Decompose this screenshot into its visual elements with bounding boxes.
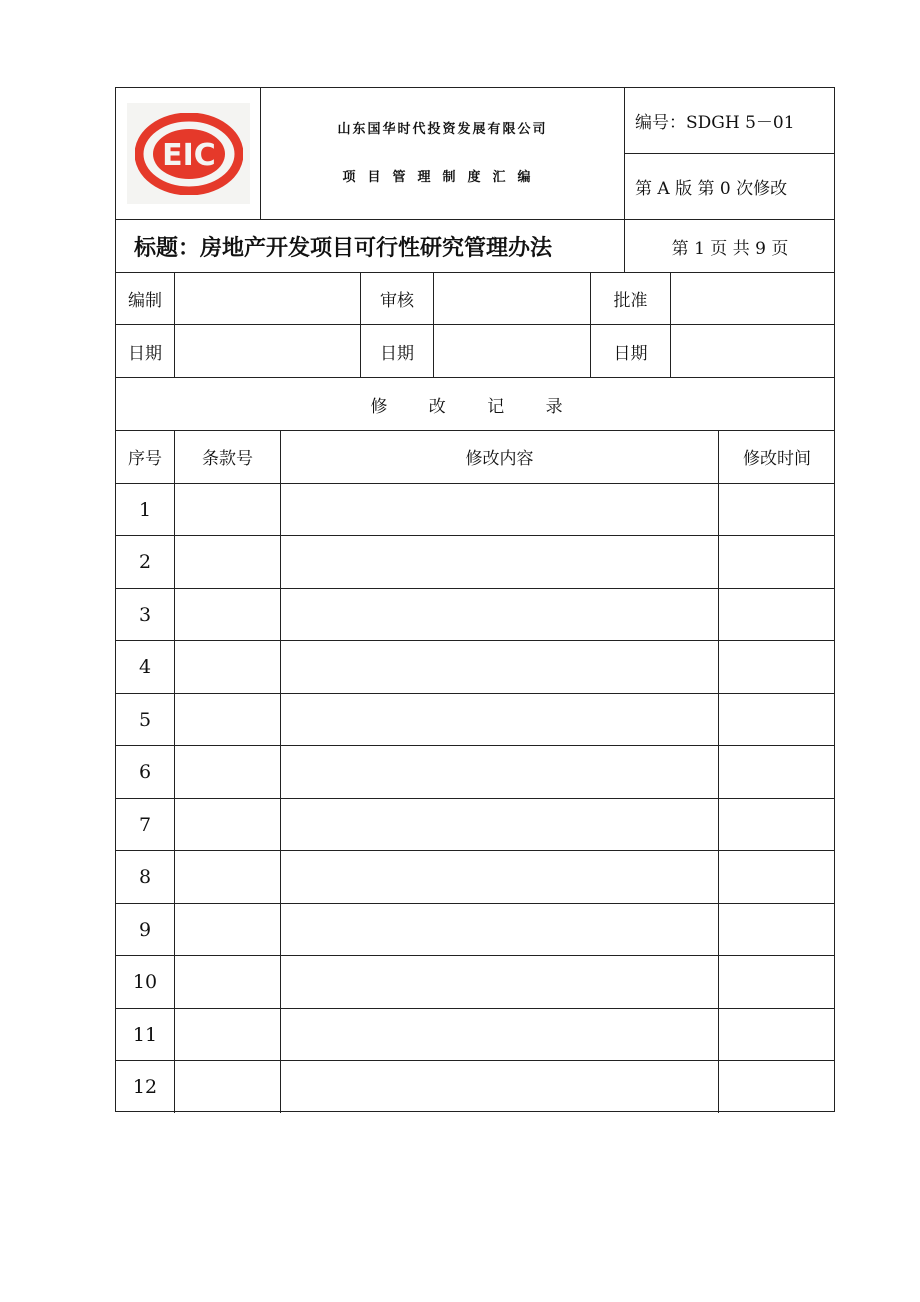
- row-index: 7: [138, 813, 152, 836]
- row-index: 4: [138, 655, 152, 678]
- review-date-field[interactable]: [434, 325, 590, 377]
- row-time-field[interactable]: [719, 799, 835, 851]
- review-date-label: 日期: [380, 343, 414, 364]
- row-time-field[interactable]: [719, 904, 835, 956]
- document-subtitle: 项目管理制度汇编: [342, 169, 543, 185]
- compile-date-field[interactable]: [175, 325, 360, 377]
- row-content-field[interactable]: [281, 1009, 718, 1061]
- row-clause-field[interactable]: [175, 904, 280, 956]
- row-time-field[interactable]: [719, 484, 835, 536]
- row-index: 1: [138, 498, 152, 521]
- row-time-field[interactable]: [719, 851, 835, 903]
- approve-label: 批准: [613, 291, 648, 311]
- col-header-index: 序号: [128, 449, 162, 470]
- row-index: 9: [138, 918, 152, 941]
- row-index: 5: [138, 708, 152, 731]
- review-label: 审核: [380, 291, 414, 311]
- row-clause-field[interactable]: [175, 641, 280, 693]
- revision-record-heading: 修 改 记 录: [370, 396, 581, 417]
- row-content-field[interactable]: [281, 484, 718, 536]
- compile-label: 编制: [128, 291, 162, 311]
- row-index: 3: [138, 603, 152, 626]
- row-index: 10: [132, 970, 158, 993]
- row-time-field[interactable]: [719, 746, 835, 798]
- row-content-field[interactable]: [281, 904, 718, 956]
- col-header-content: 修改内容: [465, 449, 534, 470]
- row-clause-field[interactable]: [175, 589, 280, 641]
- row-clause-field[interactable]: [175, 799, 280, 851]
- approve-date-label: 日期: [613, 343, 648, 364]
- row-content-field[interactable]: [281, 956, 718, 1008]
- row-time-field[interactable]: [719, 589, 835, 641]
- row-content-field[interactable]: [281, 641, 718, 693]
- row-clause-field[interactable]: [175, 956, 280, 1008]
- page-info: 第 1 页 共 9 页: [671, 238, 789, 259]
- row-content-field[interactable]: [281, 851, 718, 903]
- row-time-field[interactable]: [719, 956, 835, 1008]
- document-title: 标题：房地产开发项目可行性研究管理办法: [134, 235, 553, 261]
- row-clause-field[interactable]: [175, 694, 280, 746]
- row-content-field[interactable]: [281, 1061, 718, 1113]
- svg-text:EIC: EIC: [161, 137, 216, 173]
- document-number: 编号：SDGH 5－01: [635, 113, 795, 133]
- row-index: 12: [132, 1075, 158, 1098]
- edition-info: 第 A 版 第 0 次修改: [635, 179, 788, 199]
- row-content-field[interactable]: [281, 746, 718, 798]
- col-header-time: 修改时间: [743, 449, 811, 470]
- row-time-field[interactable]: [719, 1009, 835, 1061]
- row-content-field[interactable]: [281, 694, 718, 746]
- row-time-field[interactable]: [719, 536, 835, 588]
- row-clause-field[interactable]: [175, 1009, 280, 1061]
- row-clause-field[interactable]: [175, 536, 280, 588]
- compile-date-label: 日期: [128, 343, 162, 364]
- row-content-field[interactable]: [281, 536, 718, 588]
- review-field[interactable]: [434, 273, 590, 324]
- row-clause-field[interactable]: [175, 746, 280, 798]
- row-clause-field[interactable]: [175, 484, 280, 536]
- row-time-field[interactable]: [719, 1061, 835, 1113]
- approve-date-field[interactable]: [671, 325, 835, 377]
- row-time-field[interactable]: [719, 694, 835, 746]
- row-clause-field[interactable]: [175, 851, 280, 903]
- row-clause-field[interactable]: [175, 1061, 280, 1113]
- row-index: 2: [138, 550, 152, 573]
- company-name: 山东国华时代投资发展有限公司: [337, 121, 548, 137]
- eic-logo-icon: [135, 113, 243, 195]
- company-logo: [127, 103, 250, 204]
- row-index: 6: [138, 760, 152, 783]
- compile-field[interactable]: [175, 273, 360, 324]
- row-content-field[interactable]: [281, 589, 718, 641]
- row-time-field[interactable]: [719, 641, 835, 693]
- row-content-field[interactable]: [281, 799, 718, 851]
- col-header-clause: 条款号: [202, 449, 253, 470]
- row-index: 11: [132, 1023, 158, 1046]
- row-index: 8: [138, 865, 152, 888]
- approve-field[interactable]: [671, 273, 835, 324]
